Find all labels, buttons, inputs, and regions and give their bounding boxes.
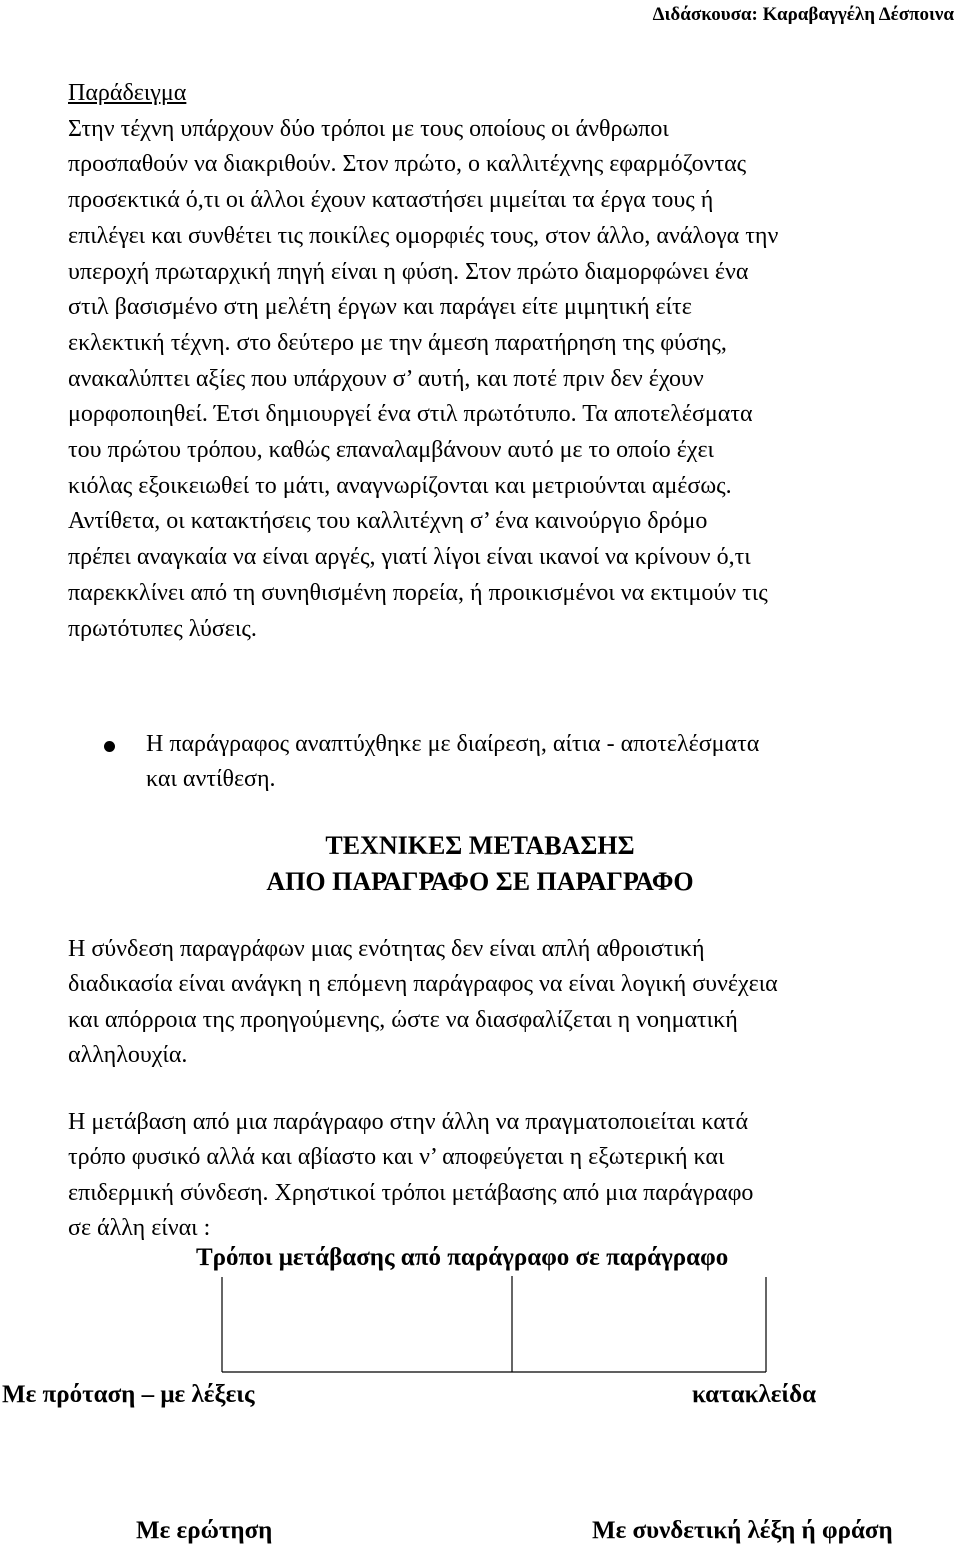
example-line: στιλ βασισμένο στη μελέτη έργων και παράγει είτε μιμητική είτε xyxy=(68,294,692,321)
example-line: κιόλας εξοικειωθεί το μάτι, αναγνωρίζονται και μετριούνται αμέσως. xyxy=(68,472,732,499)
example-line: επιλέγει και συνθέτει τις ποικίλες ομορφιές τους, στον άλλο, ανάλογα την xyxy=(68,222,779,249)
author-header: Διδάσκουσα: Καραβαγγέλη Δέσποινα xyxy=(652,4,954,25)
example-line: του πρώτου τρόπου, καθώς επαναλαμβάνουν αυτό με το οποίο έχει xyxy=(68,437,714,464)
section-heading-line1: ΤΕΧΝΙΚΕΣ ΜΕΤΑΒΑΣΗΣ xyxy=(325,831,635,860)
section-heading-line2: ΑΠΟ ΠΑΡΑΓΡΑΦΟ ΣΕ ΠΑΡΑΓΡΑΦΟ xyxy=(266,867,694,896)
example-line: προσπαθούν να διακριθούν. Στον πρώτο, ο καλλιτέχνης εφαρμόζοντας xyxy=(68,151,747,178)
paragraph-line: αλληλουχία. xyxy=(68,1041,188,1068)
example-line: ανακαλύπτει αξίες που υπάρχουν σ’ αυτή, και ποτέ πριν δεν έχουν xyxy=(68,365,704,392)
example-line: πρωτότυπες λύσεις. xyxy=(68,615,257,642)
diagram-node-bottom-right: Με συνδετική λέξη ή φράση xyxy=(592,1517,893,1544)
paragraph-line: και απόρροια της προηγούμενης, ώστε να διασφαλίζεται η νοηματική xyxy=(68,1006,738,1033)
diagram-node-top-right: κατακλείδα xyxy=(692,1381,817,1408)
paragraph-line: Η σύνδεση παραγράφων μιας ενότητας δεν είναι απλή αθροιστική xyxy=(68,936,705,962)
example-line: υπεροχή πρωταρχική πηγή είναι η φύση. Στον πρώτο διαμορφώνει ένα xyxy=(68,258,749,285)
paragraph-line: επιδερμική σύνδεση. Χρηστικοί τρόποι μετάβασης από μια παράγραφο xyxy=(68,1179,754,1206)
example-line: μορφοποιηθεί. Έτσι δημιουργεί ένα στιλ πρωτότυπο. Τα αποτελέσματα xyxy=(68,401,753,428)
example-line: Αντίθετα, οι κατακτήσεις του καλλιτέχνη σ’ ένα καινούργιο δρόμο xyxy=(68,508,708,535)
paragraph-line: Η μετάβαση από μια παράγραφο στην άλλη να πραγματοποιείται κατά xyxy=(68,1109,749,1135)
example-line: προσεκτικά ό,τι οι άλλοι έχουν καταστήσει μιμείται τα έργα τους ή xyxy=(68,187,714,214)
diagram-title: Τρόποι μετάβασης από παράγραφο σε παράγραφο xyxy=(196,1244,729,1271)
bullet-line: και αντίθεση. xyxy=(146,766,276,792)
example-title: Παράδειγμα xyxy=(68,80,187,106)
bullet-line: Η παράγραφος αναπτύχθηκε με διαίρεση, αίτια - αποτελέσματα xyxy=(146,731,760,757)
example-line: πρέπει αναγκαία να είναι αργές, γιατί λίγοι είναι ικανοί να κρίνουν ό,τι xyxy=(68,544,751,571)
diagram-node-top-left: Με πρόταση – με λέξεις xyxy=(2,1381,255,1408)
example-line: εκλεκτική τέχνη. στο δεύτερο με την άμεση παρατήρηση της φύσης, xyxy=(68,329,727,356)
paragraph-line: σε άλλη είναι : xyxy=(68,1214,211,1241)
paragraph-line: τρόπο φυσικό αλλά και αβίαστο και ν’ αποφεύγεται η εξωτερική και xyxy=(68,1144,725,1171)
example-line: παρεκκλίνει από τη συνηθισμένη πορεία, ή προικισμένοι να εκτιμούν τις xyxy=(68,579,768,606)
example-line: Στην τέχνη υπάρχουν δύο τρόποι με τους οποίους οι άνθρωποι xyxy=(68,115,669,142)
paragraph-line: διαδικασία είναι ανάγκη η επόμενη παράγραφος να είναι λογική συνέχεια xyxy=(68,971,778,998)
diagram-node-bottom-left: Με ερώτηση xyxy=(136,1517,273,1544)
